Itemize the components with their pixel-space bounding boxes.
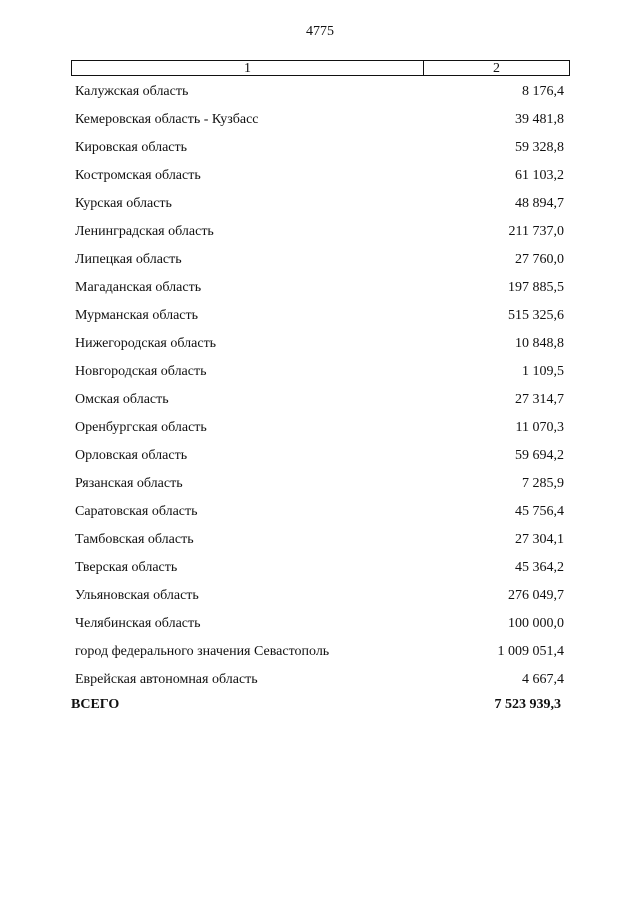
table-row (0, 669, 640, 697)
table-row (0, 529, 640, 557)
table-row (0, 501, 640, 529)
region-name: Курская область (75, 196, 172, 211)
region-value: 11 070,3 (515, 420, 564, 435)
table-body (0, 81, 640, 721)
region-value: 8 176,4 (522, 84, 564, 99)
table-row (0, 165, 640, 193)
region-name: Тамбовская область (75, 532, 194, 547)
table-row (0, 81, 640, 109)
region-value: 45 756,4 (515, 504, 564, 519)
region-name: Костромская область (75, 168, 201, 183)
region-name: Саратовская область (75, 504, 198, 519)
region-name: Омская область (75, 392, 169, 407)
region-value: 59 694,2 (515, 448, 564, 463)
region-name: Кировская область (75, 140, 188, 155)
table-row (0, 445, 640, 473)
page-number: 4775 (306, 24, 334, 39)
region-value: 1 009 051,4 (497, 644, 564, 659)
region-name: Еврейская автономная область (75, 672, 258, 687)
region-name: Мурманская область (75, 308, 199, 323)
region-name: Челябинская область (75, 616, 201, 631)
table-row (0, 473, 640, 501)
region-name: Нижегородская область (75, 336, 217, 351)
table-row (0, 137, 640, 165)
table-row (0, 417, 640, 445)
table-row (0, 221, 640, 249)
region-value: 61 103,2 (515, 168, 564, 183)
region-name: Новгородская область (75, 364, 207, 379)
table-row (0, 557, 640, 585)
region-name: Калужская область (75, 84, 189, 99)
region-value: 27 314,7 (515, 392, 564, 407)
region-name: Липецкая область (75, 252, 182, 267)
region-name: Кемеровская область - Кузбасс (75, 112, 259, 127)
table-row (0, 109, 640, 137)
region-value: 197 885,5 (508, 280, 564, 295)
region-value: 1 109,5 (522, 364, 564, 379)
region-name: Ленинградская область (75, 224, 214, 239)
region-value: 7 285,9 (522, 476, 564, 491)
region-value: 100 000,0 (508, 616, 564, 631)
table-row (0, 585, 640, 613)
region-name: Магаданская область (75, 280, 202, 295)
region-value: 45 364,2 (515, 560, 564, 575)
region-value: 4 667,4 (522, 672, 564, 687)
region-value: 27 304,1 (515, 532, 564, 547)
region-value: 59 328,8 (515, 140, 564, 155)
table-row (0, 305, 640, 333)
table-row (0, 277, 640, 305)
region-name: Оренбургская область (75, 420, 207, 435)
region-value: 27 760,0 (515, 252, 564, 267)
region-name: город федерального значения Севастополь (75, 644, 330, 659)
column-header-1: 1 (72, 61, 424, 75)
table-row (0, 613, 640, 641)
region-value: 211 737,0 (508, 224, 564, 239)
region-value: 10 848,8 (515, 336, 564, 351)
region-value: 39 481,8 (515, 112, 564, 127)
total-label: ВСЕГО (71, 697, 120, 712)
table-row (0, 249, 640, 277)
region-value: 276 049,7 (508, 588, 564, 603)
region-name: Ульяновская область (75, 588, 199, 603)
table-row (0, 361, 640, 389)
table-row (0, 333, 640, 361)
total-value: 7 523 939,3 (494, 697, 561, 712)
table-header (71, 60, 570, 76)
region-name: Орловская область (75, 448, 188, 463)
column-header-2: 2 (493, 61, 500, 76)
region-value: 515 325,6 (508, 308, 564, 323)
region-name: Тверская область (75, 560, 178, 575)
region-name: Рязанская область (75, 476, 183, 491)
region-value: 48 894,7 (515, 196, 564, 211)
table-row (0, 193, 640, 221)
total-row (0, 697, 640, 721)
table-row (0, 641, 640, 669)
table-row (0, 389, 640, 417)
